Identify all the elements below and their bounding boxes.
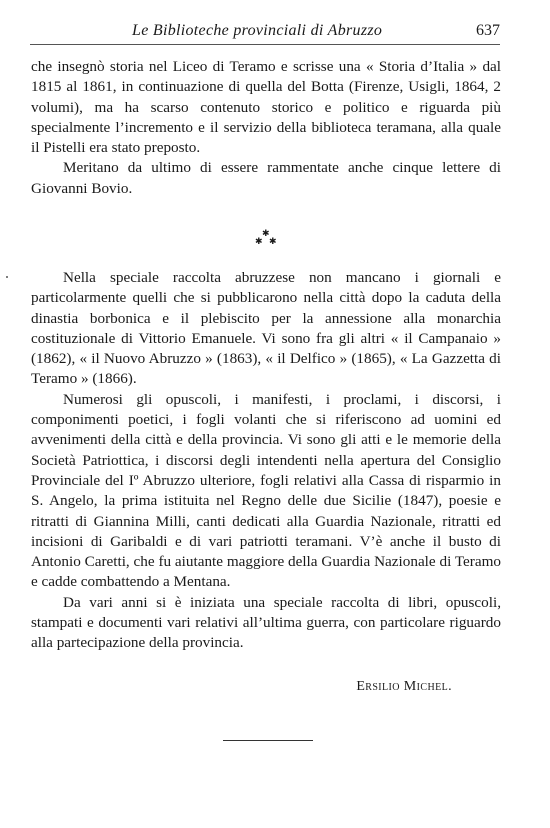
margin-mark (6, 276, 8, 278)
text-block-main (31, 268, 501, 654)
asterism-star-top: ✱ (262, 229, 270, 239)
paragraph-pamphlets: Numerosi gli opuscoli, i manifesti, i proclami, i discorsi, i componimenti poetici, i fogli volanti che si riferiscono ad uomini ed avvenimenti della città e della provincia. Vi sono gli atti e le memorie della Società Patriottica, i discorsi degli intendenti nella apertura del Consiglio Provinciale del Iº Abruzzo ulteriore, fogli relativi alla Cassa di risparmio in S. Angelo, la prima istituita nel Regno delle due Sicilie (1847), poesie e ritratti di Giannina Milli, canti dedicati alla Guardia Nazionale, ritratti ed incisioni di Garibaldi e di vari patriotti teramani. V’è anche il busto di Antonio Caretti, che fu aiutante maggiore della Guardia Nazionale di Teramo e cadde combattendo a Mentana. (31, 390, 501, 591)
end-rule-divider (223, 740, 313, 741)
page-number: 637 (476, 22, 500, 39)
paragraph-war-collection: Da vari anni si è iniziata una speciale raccolta di libri, opuscoli, stampati e documenti vari relativi all’ultima guerra, con particolare riguardo alla partecipazione della provincia. (31, 593, 501, 652)
author-signature: Ersilio Michel. (356, 679, 452, 694)
paragraph-bovio-continuation: che insegnò storia nel Liceo di Teramo e scrisse una « Storia d’Italia » dal 1815 al 1861, in continuazione di quella del Botta (Firenze, Usigli, 1864, 2 volumi), ma ha scarso contenuto storico e politico e riguarda più specialmente l’incremento e il servizio della biblioteca teramana, alla quale il Pistelli era stato preposto. (31, 58, 501, 157)
asterism-star-right: ✱ (269, 237, 277, 247)
asterism-separator (255, 230, 279, 250)
text-block-top (31, 57, 501, 199)
paragraph-bovio-letters: Meritano da ultimo di essere rammentate anche cinque lettere di Giovanni Bovio. (31, 159, 501, 197)
running-title: Le Biblioteche provinciali di Abruzzo (132, 22, 383, 39)
asterism-star-left: ✱ (255, 237, 263, 247)
paragraph-newspapers: Nella speciale raccolta abruzzese non mancano i giornali e particolarmente quelli che si pubblicarono nella città dopo la caduta della dinastia borbonica e il plebiscito per la annessione alla monarchia costituzionale di Vittorio Emanuele. Vi sono fra gli altri « il Campanaio » (1862), « il Nuovo Abruzzo » (1863), « il Delfico » (1865), « La Gazzetta di Teramo » (1866). (31, 269, 501, 388)
page-header (30, 22, 500, 45)
